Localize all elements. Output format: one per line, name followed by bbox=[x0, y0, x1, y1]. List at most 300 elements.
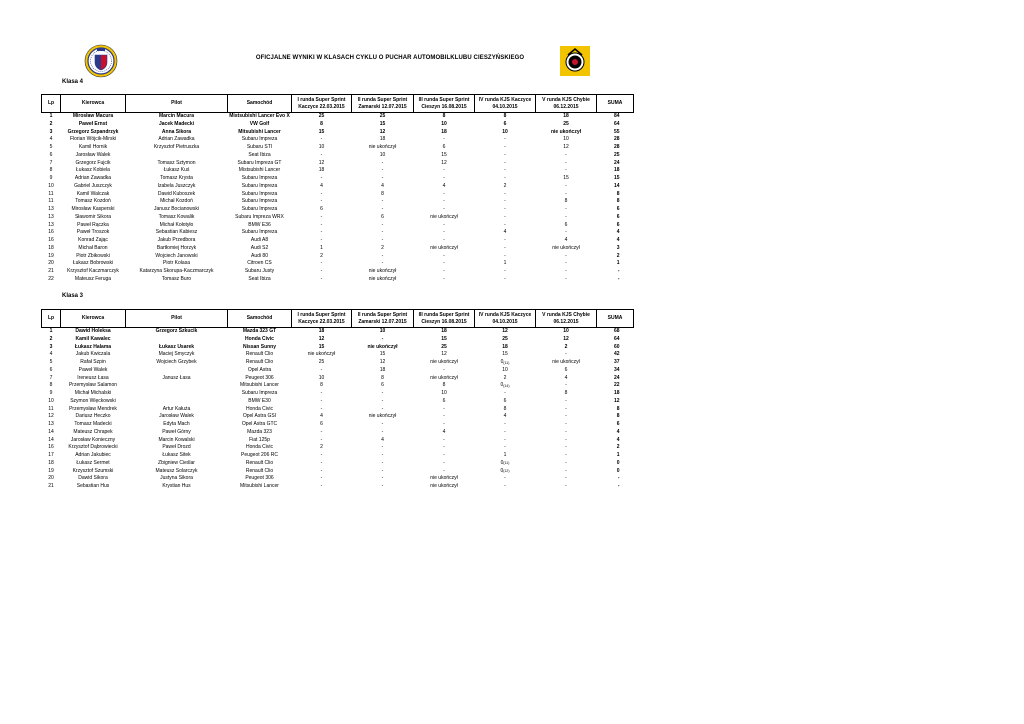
column-header-kierowca: Kierowca bbox=[61, 310, 126, 328]
cell-suma: 4 bbox=[616, 237, 620, 243]
cell-runda-2: - bbox=[381, 252, 384, 259]
cell-runda-4: - bbox=[504, 475, 506, 482]
table-row bbox=[42, 437, 634, 445]
cell-suma: 28 bbox=[613, 136, 620, 143]
cell-pilot: Wojciech Grzybek bbox=[156, 359, 197, 365]
cell-pilot: Tomasz Kowalik bbox=[158, 213, 195, 220]
cell-pilot: Zbigniew Cieślar bbox=[158, 459, 195, 466]
cell-runda-4: 18 bbox=[502, 343, 508, 350]
cell-suma: 2 bbox=[616, 444, 620, 451]
cell-runda-3: - bbox=[443, 421, 445, 427]
cell-runda-5: - bbox=[565, 444, 567, 451]
cell-pilot: Sebastian Kabiesz bbox=[155, 229, 198, 236]
cell-runda-2: - bbox=[381, 260, 384, 267]
cell-runda-2: - bbox=[381, 452, 384, 458]
cell-suma: 15 bbox=[613, 175, 620, 181]
cell-runda-2: 6 bbox=[381, 213, 384, 220]
cell-suma: 28 bbox=[613, 144, 620, 150]
cell-runda-2: nie ukończył bbox=[368, 268, 397, 274]
cell-lp: 13 bbox=[48, 206, 54, 212]
cell-runda-3: nie ukończył bbox=[430, 244, 458, 251]
cell-lp: 5 bbox=[49, 359, 53, 365]
cell-runda-1: 25 bbox=[318, 359, 325, 365]
cell-suma: 24 bbox=[613, 159, 620, 166]
cell-runda-1: - bbox=[320, 275, 323, 282]
cell-runda-5: 25 bbox=[563, 120, 569, 127]
cell-lp: 18 bbox=[48, 459, 54, 466]
cell-runda-1: 25 bbox=[318, 113, 325, 119]
cell-samochod: Peugeot 206 RC bbox=[241, 452, 278, 458]
cell-pilot: Michał Kołotyło bbox=[159, 221, 194, 228]
cell-runda-3: 6 bbox=[442, 397, 446, 404]
cell-runda-2: 2 bbox=[381, 244, 384, 251]
cell-suma: 37 bbox=[613, 359, 620, 365]
cell-kierowca: Ireneusz Łasa bbox=[77, 374, 109, 381]
cell-runda-1: - bbox=[320, 397, 323, 404]
cell-runda-4: - bbox=[504, 483, 506, 489]
cell-kierowca: Rafał Szpin bbox=[80, 359, 106, 365]
cell-runda-4: 4 bbox=[503, 413, 507, 420]
cell-runda-1: 12 bbox=[318, 335, 325, 342]
cell-runda-4: - bbox=[504, 237, 506, 243]
cell-runda-2: - bbox=[381, 475, 384, 482]
table-row bbox=[42, 398, 634, 406]
cell-samochod: Subaru Impreza bbox=[241, 390, 278, 396]
cell-lp: 11 bbox=[48, 198, 54, 205]
cell-runda-5: - bbox=[565, 229, 567, 236]
cell-runda-3: - bbox=[443, 452, 445, 458]
cell-runda-5: - bbox=[565, 475, 567, 482]
cell-runda-5: 8 bbox=[564, 390, 568, 396]
cell-suma: 60 bbox=[613, 343, 620, 350]
column-header-pilot: Pilot bbox=[126, 95, 228, 113]
table-row bbox=[42, 206, 634, 214]
cell-pilot: Marcin Kowalski bbox=[158, 436, 195, 443]
cell-samochod: Renault Clio bbox=[245, 459, 274, 466]
cell-pilot bbox=[126, 382, 228, 390]
table-row bbox=[42, 336, 634, 344]
cell-pilot: Dawid Kuboszek bbox=[157, 190, 196, 197]
cell-lp: 19 bbox=[48, 252, 54, 259]
cell-runda-1: - bbox=[320, 390, 323, 396]
table-row bbox=[42, 167, 634, 175]
cell-runda-1: 2 bbox=[320, 252, 323, 259]
cell-lp: 7 bbox=[49, 159, 53, 166]
cell-runda-4: - bbox=[504, 221, 506, 228]
cell-runda-4: - bbox=[504, 198, 506, 205]
cell-runda-5: - bbox=[565, 252, 567, 259]
cell-kierowca: Łukasz Sermet bbox=[76, 459, 110, 466]
cell-runda-2: nie ukończył bbox=[368, 144, 397, 150]
cell-runda-5: 6 bbox=[564, 221, 568, 228]
cell-lp: 2 bbox=[49, 335, 53, 342]
cell-pilot bbox=[126, 152, 228, 160]
cell-runda-4: $0_{(11)}$ bbox=[500, 459, 510, 466]
cell-pilot: Jarosław Walek bbox=[159, 413, 194, 420]
table-row bbox=[42, 121, 634, 129]
cell-lp: 21 bbox=[48, 483, 54, 489]
cell-samochod: Honda Civic bbox=[245, 335, 274, 342]
cell-runda-5: - bbox=[565, 436, 567, 443]
cell-samochod: Seat Ibiza bbox=[248, 151, 271, 158]
cell-suma: 6 bbox=[616, 213, 620, 220]
cell-samochod: Mitsubishi Lancer bbox=[238, 128, 281, 135]
cell-samochod: Peugeot 306 bbox=[245, 475, 274, 482]
cell-runda-3: - bbox=[443, 260, 445, 267]
cell-lp: 8 bbox=[49, 382, 53, 389]
cell-runda-4: 2 bbox=[503, 374, 507, 381]
cell-runda-4: - bbox=[504, 136, 506, 143]
cell-lp: 3 bbox=[49, 128, 53, 135]
cell-runda-1: 8 bbox=[320, 120, 323, 127]
cell-runda-4: - bbox=[504, 206, 506, 212]
cell-runda-4: 8 bbox=[503, 113, 507, 119]
cell-runda-3: 6 bbox=[442, 144, 446, 150]
cell-runda-4: 10 bbox=[502, 128, 508, 135]
cell-runda-4: - bbox=[504, 213, 506, 220]
cell-runda-5: - bbox=[565, 428, 567, 435]
cell-samochod: Peugeot 306 bbox=[245, 374, 274, 381]
cell-runda-5: - bbox=[565, 151, 567, 158]
column-header-pilot: Pilot bbox=[126, 310, 228, 328]
cell-suma: 2 bbox=[616, 252, 620, 259]
cell-lp: 13 bbox=[48, 221, 54, 228]
cell-samochod: Nissan Sunny bbox=[242, 343, 277, 350]
cell-runda-1: - bbox=[320, 452, 323, 458]
cell-samochod: Renault Clio bbox=[245, 467, 274, 474]
cell-runda-3: 4 bbox=[442, 182, 446, 189]
table-row bbox=[42, 475, 634, 483]
table-row bbox=[42, 214, 634, 222]
column-header-runda-5: V runda KJS Chybie 06.12.2015 bbox=[536, 95, 597, 113]
cell-runda-1: 18 bbox=[318, 328, 325, 334]
cell-runda-3: 10 bbox=[441, 390, 447, 396]
cell-pilot bbox=[126, 398, 228, 406]
cell-pilot: Janusz Łasa bbox=[162, 374, 191, 381]
cell-runda-5: 2 bbox=[564, 343, 568, 350]
table-row bbox=[42, 245, 634, 253]
cell-pilot: Justyna Sikora bbox=[160, 475, 193, 482]
cell-samochod: Subaru Impreza GT bbox=[237, 159, 282, 166]
cell-lp: 3 bbox=[49, 343, 53, 350]
cell-suma: 12 bbox=[613, 397, 620, 404]
cell-runda-4: - bbox=[504, 428, 506, 435]
cell-lp: 7 bbox=[49, 374, 53, 381]
cell-runda-3: 8 bbox=[442, 382, 446, 389]
cell-runda-4: - bbox=[504, 390, 506, 396]
cell-runda-4: $0_{(12)}$ bbox=[500, 467, 510, 474]
cell-runda-2: - bbox=[381, 405, 384, 412]
cell-runda-1: 2 bbox=[320, 444, 323, 451]
cell-runda-1: - bbox=[320, 151, 323, 158]
cell-lp: 12 bbox=[48, 413, 54, 420]
cell-runda-2: 6 bbox=[381, 382, 384, 389]
cell-suma: 1 bbox=[616, 452, 620, 458]
cell-samochod: Renault Clio bbox=[245, 359, 274, 365]
cell-pilot: Grzegorz Szkucik bbox=[155, 328, 198, 334]
cell-suma: 14 bbox=[613, 182, 620, 189]
cell-runda-1: 4 bbox=[320, 182, 323, 189]
cell-runda-2: nie ukończył bbox=[368, 275, 397, 282]
cell-runda-3: - bbox=[443, 405, 445, 412]
cell-samochod: VW Golf bbox=[249, 120, 270, 127]
cell-samochod: Renault Clio bbox=[245, 351, 274, 358]
column-header-runda-3: III runda Super Sprint Cieszyn 16.08.2015 bbox=[414, 310, 475, 328]
cell-samochod: Fiat 125p bbox=[249, 436, 270, 443]
cell-runda-4: 10 bbox=[502, 366, 508, 373]
cell-lp: 16 bbox=[48, 444, 54, 451]
cell-runda-3: 8 bbox=[442, 113, 446, 119]
cell-runda-5: 18 bbox=[563, 113, 569, 119]
automobilklub-emblem-icon bbox=[84, 44, 118, 78]
cell-runda-4: - bbox=[504, 144, 506, 150]
cell-kierowca: Adrian Zawadka bbox=[74, 175, 112, 181]
cell-samochod: Subaru Impreza bbox=[241, 198, 278, 205]
cell-runda-5: - bbox=[565, 260, 567, 267]
cell-lp: 14 bbox=[48, 428, 54, 435]
cell-runda-5: - bbox=[565, 268, 567, 274]
cell-kierowca: Paweł Rączka bbox=[77, 221, 109, 228]
cell-runda-1: - bbox=[320, 213, 323, 220]
cell-runda-3: - bbox=[443, 268, 445, 274]
cell-samochod: Opel Astra GSI bbox=[242, 413, 277, 420]
cell-kierowca: Paweł Walek bbox=[78, 366, 108, 373]
cell-lp: 4 bbox=[49, 351, 53, 358]
page-title: OFICJALNE WYNIKI W KLASACH CYKLU O PUCHAR AUTOMOBILKLUBU CIESZYŃSKIEGO bbox=[255, 55, 525, 61]
cell-runda-4: 4 bbox=[503, 229, 507, 236]
cell-kierowca: Krzysztof Kaczmarczyk bbox=[67, 268, 119, 274]
cell-runda-4: - bbox=[504, 252, 506, 259]
cell-suma: - bbox=[617, 268, 620, 274]
cell-lp: 6 bbox=[49, 366, 53, 373]
cell-runda-2: - bbox=[381, 397, 384, 404]
cell-kierowca: Grzegorz Fujcik bbox=[75, 159, 111, 166]
table-row bbox=[42, 229, 634, 237]
cell-samochod: Mitsubishi Lancer bbox=[240, 483, 279, 489]
cell-runda-5: nie ukończył bbox=[550, 128, 581, 135]
cell-runda-5: 10 bbox=[563, 328, 569, 334]
cell-suma: 8 bbox=[616, 405, 620, 412]
cell-samochod: Subaru Impreza bbox=[241, 175, 278, 181]
column-header-runda-1: I runda Super Sprint Kaczyce 22.03.2015 bbox=[292, 310, 352, 328]
results-table bbox=[41, 94, 634, 284]
column-header-samochod: Samochód bbox=[228, 95, 292, 113]
cell-lp: 16 bbox=[48, 229, 54, 236]
cell-samochod: Honda Civic bbox=[246, 444, 273, 451]
column-header-runda-1: I runda Super Sprint Kaczyce 22.03.2015 bbox=[292, 95, 352, 113]
cell-kierowca: Grzegorz Szpandrzyk bbox=[67, 128, 119, 135]
cell-runda-2: - bbox=[381, 390, 384, 396]
cell-suma: - bbox=[617, 475, 620, 482]
cell-runda-3: - bbox=[443, 136, 445, 143]
table-header-row bbox=[42, 310, 634, 328]
cell-kierowca: Mirosław Kasperski bbox=[71, 206, 115, 212]
cell-samochod: Subaru Impreza bbox=[241, 229, 278, 236]
cell-pilot: Łukasz Usarek bbox=[158, 343, 195, 350]
cell-runda-1: - bbox=[320, 483, 323, 489]
table-row bbox=[42, 452, 634, 460]
cell-runda-1: 1 bbox=[320, 244, 323, 251]
cell-runda-3: - bbox=[443, 221, 445, 228]
cell-runda-5: - bbox=[565, 167, 567, 174]
cell-suma: 8 bbox=[616, 198, 620, 205]
cell-runda-2: 25 bbox=[379, 113, 386, 119]
cell-lp: 8 bbox=[49, 167, 53, 174]
cell-runda-5: - bbox=[565, 190, 567, 197]
cell-runda-2: 8 bbox=[381, 190, 384, 197]
cell-runda-5: 8 bbox=[564, 198, 568, 205]
table-row bbox=[42, 483, 634, 491]
column-header-runda-4: IV runda KJS Kaczyce 04.10.2015 bbox=[475, 310, 536, 328]
table-row bbox=[42, 468, 634, 476]
cell-runda-3: 18 bbox=[441, 128, 447, 135]
cell-samochod: Subaru Impreza bbox=[241, 190, 278, 197]
cell-runda-5: - bbox=[565, 413, 567, 420]
cell-runda-3: - bbox=[443, 459, 445, 466]
cell-pilot bbox=[126, 367, 228, 375]
cell-pilot: Izabela Juszczyk bbox=[157, 182, 196, 189]
cell-runda-3: 12 bbox=[441, 159, 447, 166]
cell-runda-4: $0_{(11)}$ bbox=[500, 359, 510, 365]
column-header-suma: SUMA bbox=[597, 95, 634, 113]
cell-runda-1: - bbox=[320, 436, 323, 443]
cell-suma: 18 bbox=[613, 390, 620, 396]
cell-runda-4: 1 bbox=[503, 452, 507, 458]
results-table bbox=[41, 309, 634, 491]
cell-lp: 18 bbox=[48, 244, 54, 251]
cell-pilot: Tomasz Krysta bbox=[160, 175, 193, 181]
cell-runda-4: - bbox=[504, 175, 506, 181]
cell-lp: 11 bbox=[48, 190, 54, 197]
cell-kierowca: Gabriel Juszczyk bbox=[74, 182, 112, 189]
cell-lp: 2 bbox=[49, 120, 53, 127]
cell-runda-2: - bbox=[381, 483, 384, 489]
cell-kierowca: Tomasz Madecki bbox=[74, 421, 112, 427]
cell-runda-5: - bbox=[565, 213, 567, 220]
cell-runda-4: 6 bbox=[503, 120, 507, 127]
cell-suma: 1 bbox=[616, 260, 620, 267]
cell-pilot: Krzysztof Pietruszka bbox=[153, 144, 200, 150]
cell-runda-2: - bbox=[381, 428, 384, 435]
cell-kierowca: Tomasz Kozdoń bbox=[75, 198, 111, 205]
cell-kierowca: Mateusz Chrapek bbox=[73, 428, 113, 435]
cell-runda-2: nie ukończył bbox=[368, 413, 397, 420]
cell-kierowca: Kamil Walczak bbox=[76, 190, 110, 197]
cell-runda-3: 15 bbox=[441, 151, 447, 158]
cell-runda-2: 10 bbox=[379, 151, 386, 158]
cell-runda-3: - bbox=[443, 444, 445, 451]
cell-runda-1: - bbox=[320, 175, 323, 181]
cell-runda-3: - bbox=[443, 190, 445, 197]
cell-samochod: Subaru Impreza bbox=[241, 136, 278, 143]
cell-kierowca: Dawid Sikora bbox=[78, 475, 108, 482]
cell-runda-3: nie ukończył bbox=[430, 359, 458, 365]
cell-kierowca: Florian Wójcik-Mirski bbox=[69, 136, 117, 143]
cell-kierowca: Jarosław Walek bbox=[75, 151, 111, 158]
column-header-lp: Lp bbox=[42, 95, 61, 113]
column-header-suma: SUMA bbox=[597, 310, 634, 328]
table-row bbox=[42, 260, 634, 268]
cell-runda-3: nie ukończył bbox=[430, 483, 458, 489]
cell-runda-3: - bbox=[443, 198, 445, 205]
cell-runda-1: 10 bbox=[318, 374, 325, 381]
cell-lp: 10 bbox=[48, 182, 54, 189]
cell-pilot bbox=[126, 336, 228, 344]
cell-lp: 1 bbox=[49, 328, 53, 334]
cell-suma: 55 bbox=[613, 128, 620, 135]
cell-runda-4: - bbox=[504, 444, 506, 451]
cell-pilot: Tomasz Sztymon bbox=[157, 159, 196, 166]
cell-runda-5: 12 bbox=[563, 335, 569, 342]
cell-suma: 68 bbox=[613, 328, 620, 334]
cell-runda-5: - bbox=[565, 452, 567, 458]
cell-pilot: Krystian Hus bbox=[162, 483, 191, 489]
cell-samochod: Seat Ibiza bbox=[248, 275, 271, 282]
cell-runda-1: - bbox=[320, 405, 323, 412]
cell-kierowca: Krzysztof Szumski bbox=[72, 467, 114, 474]
cell-samochod: Audi 80 bbox=[251, 252, 268, 259]
cell-samochod: Opel Astra bbox=[247, 366, 272, 373]
cell-runda-5: - bbox=[565, 467, 567, 474]
cell-runda-2: - bbox=[381, 198, 384, 205]
cell-kierowca: Przemysław Salamon bbox=[68, 382, 118, 389]
cell-samochod: Mistsubishi Lancer bbox=[238, 167, 281, 174]
cell-runda-3: 25 bbox=[441, 343, 447, 350]
cell-runda-5: - bbox=[565, 382, 567, 389]
cell-samochod: Audi S2 bbox=[250, 244, 269, 251]
cell-pilot: Artur Kałuża bbox=[162, 405, 191, 412]
cell-runda-2: - bbox=[381, 467, 384, 474]
cell-samochod: Subaru Impreza bbox=[241, 206, 278, 212]
cell-samochod: Mazda 323 GT bbox=[242, 328, 277, 334]
cell-kierowca: Sławomir Sikora bbox=[74, 213, 112, 220]
cell-kierowca: Paweł Troszok bbox=[76, 229, 110, 236]
cell-suma: 4 bbox=[616, 428, 620, 435]
cell-runda-1: - bbox=[320, 268, 323, 274]
cell-runda-5: - bbox=[565, 275, 567, 282]
cell-kierowca: Dariusz Heczko bbox=[75, 413, 111, 420]
cell-kierowca: Adrian Jakubiec bbox=[75, 452, 111, 458]
cell-samochod: Mazda 323 bbox=[247, 428, 272, 435]
cell-pilot: Edyta Mach bbox=[163, 421, 190, 427]
cell-lp: 6 bbox=[49, 151, 53, 158]
cell-runda-1: 10 bbox=[318, 144, 325, 150]
cell-runda-4: - bbox=[504, 159, 506, 166]
cell-pilot: Piotr Kolasa bbox=[163, 260, 190, 267]
cell-runda-4: 8 bbox=[503, 405, 507, 412]
table-header-row bbox=[42, 95, 634, 113]
cell-suma: 3 bbox=[616, 244, 620, 251]
cell-suma: 6 bbox=[616, 206, 620, 212]
cell-runda-4: - bbox=[504, 167, 506, 174]
cell-runda-5: 10 bbox=[563, 136, 569, 143]
column-header-runda-3: III runda Super Sprint Cieszyn 16.08.2015 bbox=[414, 95, 475, 113]
cell-lp: 1 bbox=[49, 113, 53, 119]
cell-kierowca: Krzysztof Dąbrowiecki bbox=[68, 444, 118, 451]
cell-samochod: BMW E36 bbox=[248, 221, 271, 228]
cell-runda-3: 10 bbox=[441, 120, 447, 127]
table-row bbox=[42, 359, 634, 367]
cell-suma: 6 bbox=[616, 421, 620, 427]
cell-runda-3: 15 bbox=[441, 335, 447, 342]
cell-pilot: Tomasz Buro bbox=[161, 275, 192, 282]
cell-lp: 20 bbox=[48, 260, 54, 267]
cell-runda-1: 4 bbox=[320, 413, 323, 420]
cell-runda-2: - bbox=[381, 237, 384, 243]
cell-pilot: Jacek Madecki bbox=[158, 120, 195, 127]
cell-runda-5: 12 bbox=[563, 144, 569, 150]
cell-suma: 42 bbox=[613, 351, 620, 358]
